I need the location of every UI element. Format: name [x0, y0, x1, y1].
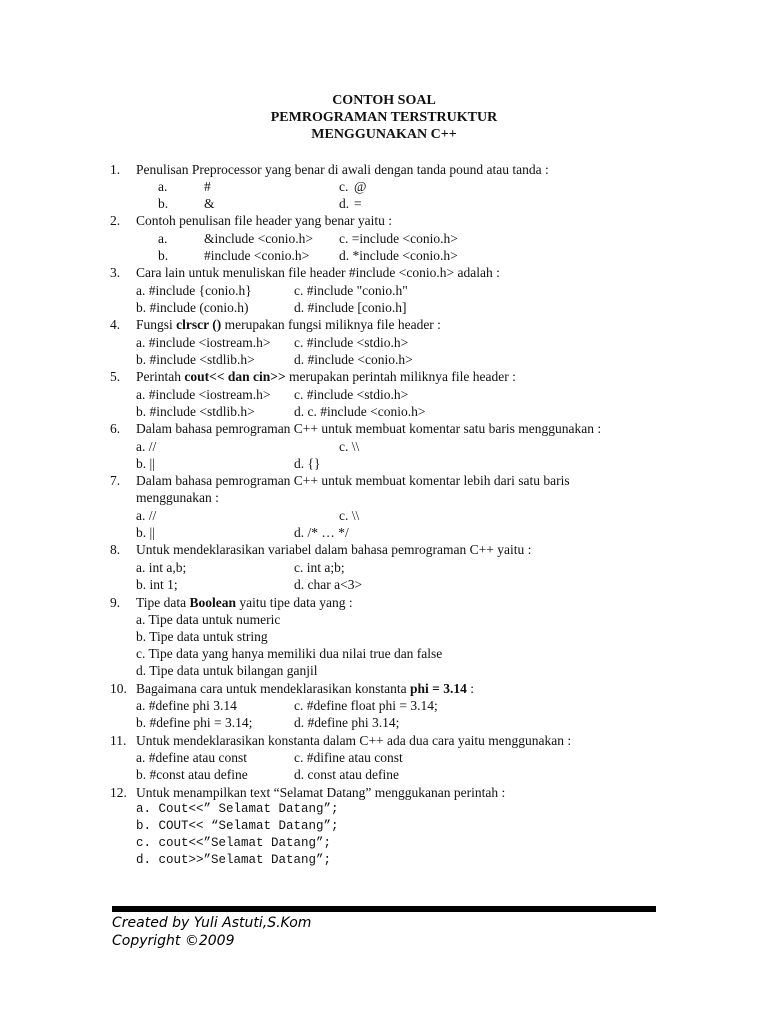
option-label-d: d. — [339, 196, 350, 211]
option-c: c. #include "conio.h" — [294, 283, 408, 298]
option-d: d. #include [conio.h] — [294, 300, 407, 315]
question-text: Penulisan Preprocessor yang benar di awali dengan tanda pound atau tanda : — [136, 162, 549, 177]
question-text: Dalam bahasa pemrograman C++ untuk membuat komentar satu baris menggunakan : — [136, 421, 602, 436]
option-d: d. c. #include <conio.h> — [294, 404, 426, 419]
question-text: Untuk mendeklarasikan variabel dalam bahasa pemrograman C++ yaitu : — [136, 542, 532, 557]
title-line-3: MENGGUNAKAN C++ — [311, 127, 457, 142]
question-keyword: clrscr () — [176, 317, 222, 332]
question-text: Untuk menampilkan text “Selamat Datang” menggukanan perintah : — [136, 785, 506, 800]
option-c: c. #include <stdio.h> — [294, 335, 409, 350]
option-d: d. #define phi 3.14; — [294, 715, 400, 730]
question-text: Dalam bahasa pemrograman C++ untuk membuat komentar lebih dari satu baris — [136, 473, 570, 488]
question-number: 6. — [110, 421, 121, 436]
question-text-pre: Bagaimana cara untuk mendeklarasikan konstanta — [136, 681, 411, 696]
footer-copyright: Copyright ©2009 — [112, 933, 235, 949]
option-b: b. Tipe data untuk string — [136, 629, 268, 644]
option-a: a. #define atau const — [136, 750, 247, 765]
option-b: b. int 1; — [136, 577, 178, 592]
question-number: 11. — [110, 733, 127, 748]
option-d: d. /* … */ — [294, 525, 349, 540]
option-d: = — [354, 196, 362, 211]
option-c: c. int a;b; — [294, 560, 345, 575]
option-c: c. =include <conio.h> — [339, 231, 458, 246]
question-number: 7. — [110, 473, 121, 488]
question-text-post: merupakan perintah miliknya file header : — [285, 369, 516, 384]
question-text-line-2: menggunakan : — [136, 490, 219, 505]
question-text: Cara lain untuk menuliskan file header #include <conio.h> adalah : — [136, 265, 500, 280]
question-keyword: cout<< dan cin>> — [184, 369, 286, 384]
question-number: 4. — [110, 317, 121, 332]
option-b: b. #include <stdlib.h> — [136, 352, 255, 367]
question-number: 1. — [110, 162, 121, 177]
option-b: #include <conio.h> — [204, 248, 310, 263]
option-a: &include <conio.h> — [204, 231, 313, 246]
option-a: a. #define phi 3.14 — [136, 698, 237, 713]
question-text-post: merupakan fungsi miliknya file header : — [221, 317, 441, 332]
footer-author: Created by Yuli Astuti,S.Kom — [112, 915, 312, 931]
option-b: & — [204, 196, 215, 211]
title-line-1: CONTOH SOAL — [332, 93, 436, 108]
option-c: c. #include <stdio.h> — [294, 387, 409, 402]
option-a: a. #include <iostream.h> — [136, 335, 271, 350]
option-c: c. cout<<”Selamat Datang”; — [136, 836, 332, 850]
option-c: c. Tipe data yang hanya memiliki dua nilai true dan false — [136, 646, 443, 661]
option-d: d. char a<3> — [294, 577, 363, 592]
option-c: c. \\ — [339, 508, 360, 523]
question-text: Contoh penulisan file header yang benar yaitu : — [136, 213, 393, 228]
option-b: b. #include <stdlib.h> — [136, 404, 255, 419]
option-b: b. || — [136, 456, 155, 471]
option-label-a: a. — [158, 231, 168, 246]
option-label-c: c. — [339, 179, 349, 194]
question-text — [136, 680, 474, 697]
question-number: 2. — [110, 213, 121, 228]
option-d: d. {} — [294, 456, 321, 471]
question-number: 8. — [110, 542, 121, 557]
option-b: b. #define phi = 3.14; — [136, 715, 253, 730]
option-d: d. Tipe data untuk bilangan ganjil — [136, 663, 318, 678]
question-text-pre: Tipe data — [136, 595, 190, 610]
question-text-pre: Perintah — [136, 369, 185, 384]
option-c: c. \\ — [339, 439, 360, 454]
question-number: 12. — [110, 785, 127, 800]
option-d: d. #include <conio.h> — [294, 352, 413, 367]
question-number: 3. — [110, 265, 121, 280]
option-a: a. #include <iostream.h> — [136, 387, 271, 402]
option-label-b: b. — [158, 196, 169, 211]
question-text — [136, 368, 516, 385]
option-a: a. // — [136, 439, 157, 454]
option-a: a. #include {conio.h} — [136, 283, 252, 298]
question-number: 5. — [110, 369, 121, 384]
option-a: a. int a,b; — [136, 560, 187, 575]
option-a: a. // — [136, 508, 157, 523]
question-text-post: yaitu tipe data yang : — [236, 595, 353, 610]
option-b: b. || — [136, 525, 155, 540]
option-d: d. cout>>”Selamat Datang”; — [136, 853, 332, 867]
question-text-pre: Fungsi — [136, 317, 177, 332]
option-c: @ — [354, 179, 367, 194]
option-label-a: a. — [158, 179, 168, 194]
option-b: b. COUT<< “Selamat Datang”; — [136, 819, 339, 833]
option-c: c. #difine atau const — [294, 750, 403, 765]
question-number: 9. — [110, 595, 121, 610]
question-text: Untuk mendeklarasikan konstanta dalam C++ ada dua cara yaitu menggunakan : — [136, 733, 572, 748]
footer-divider — [112, 906, 656, 912]
question-keyword: Boolean — [189, 595, 237, 610]
option-b: b. #const atau define — [136, 767, 248, 782]
title-line-2: PEMROGRAMAN TERSTRUKTUR — [270, 110, 498, 125]
question-text-post: : — [466, 681, 475, 696]
option-a: a. Cout<<” Selamat Datang”; — [136, 802, 339, 816]
option-d: d. *include <conio.h> — [339, 248, 458, 263]
option-a: # — [204, 179, 211, 194]
question-keyword: phi = 3.14 — [410, 681, 467, 696]
option-b: b. #include (conio.h) — [136, 300, 249, 315]
question-text — [136, 316, 441, 333]
question-text — [136, 594, 353, 611]
option-c: c. #define float phi = 3.14; — [294, 698, 438, 713]
option-label-b: b. — [158, 248, 169, 263]
option-d: d. const atau define — [294, 767, 399, 782]
question-number: 10. — [110, 681, 127, 696]
option-a: a. Tipe data untuk numeric — [136, 612, 281, 627]
